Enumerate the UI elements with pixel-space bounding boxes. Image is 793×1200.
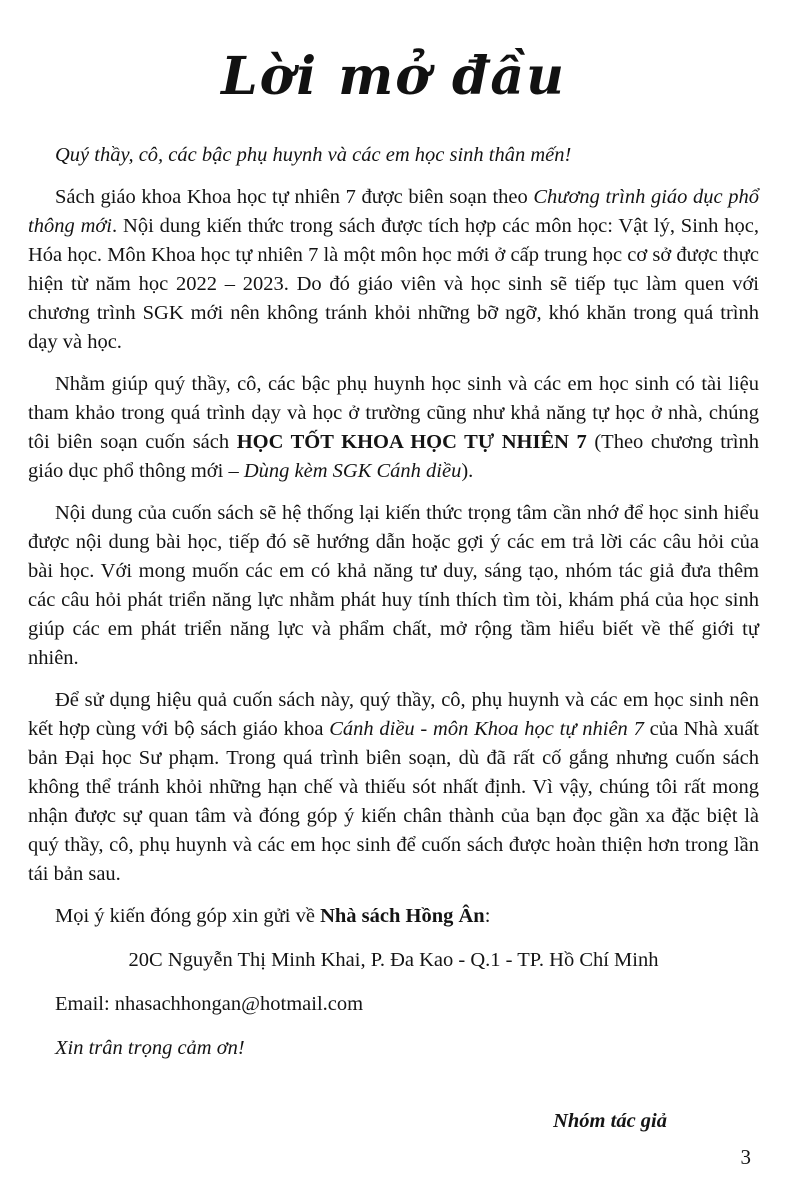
paragraph-feedback: Mọi ý kiến đóng góp xin gửi về Nhà sách Hồng Ân: [55, 905, 491, 927]
email-line: Email: nhasachhongan@hotmail.com [55, 993, 364, 1015]
greeting-line: Quý thầy, cô, các bậc phụ huynh và các em học sinh thân mến! [55, 144, 572, 166]
page-number: 3 [740, 1145, 751, 1169]
closing-line: Xin trân trọng cảm ơn! [55, 1037, 245, 1059]
page-title: Lời mở đầu [221, 46, 566, 107]
paragraph-content-overview: Nội dung của cuốn sách sẽ hệ thống lại kiến thức trọng tâm cần nhớ để học sinh hiểu được nội dung bài học, tiếp đó sẽ hướng dẫn hoặc gợi ý các em trả lời các câu hỏi của bài học. Với mong muốn các em có khả năng tư duy, sáng tạo, nhóm tác giả đưa thêm các câu hỏi phát triển năng lực nhằm phát huy tính thích tìm tòi, khám phá của học sinh giúp các em phát triển năng lực và phẩm chất, mở rộng tầm hiểu biết về thế giới tự nhiên. [28, 502, 759, 669]
paragraph-usage-note: Để sử dụng hiệu quả cuốn sách này, quý thầy, cô, phụ huynh và các em học sinh nên kết hợp cùng với bộ sách giáo khoa Cánh diều - môn Khoa học tự nhiên 7 của Nhà xuất bản Đại học Sư phạm. Trong quá trình biên soạn, dù đã rất cố gắng nhưng cuốn sách không thể tránh khỏi những hạn chế và thiếu sót nhất định. Vì vậy, chúng tôi rất mong nhận được sự quan tâm và đóng góp ý kiến chân thành của bạn đọc gần xa đặc biệt là quý thầy, cô, phụ huynh và các em học sinh để cuốn sách được hoàn thiện hơn trong lần tái bản sau. [28, 689, 760, 885]
address-line: 20C Nguyễn Thị Minh Khai, P. Đa Kao - Q.1 - TP. Hồ Chí Minh [128, 949, 659, 971]
paragraph-intro-book: Sách giáo khoa Khoa học tự nhiên 7 được biên soạn theo Chương trình giáo dục phổ thông mới. Nội dung kiến thức trong sách được tích hợp các môn học: Vật lý, Sinh học, Hóa học. Môn Khoa học tự nhiên 7 là một môn học mới ở cấp trung học cơ sở được thực hiện từ năm học 2022 – 2023. Do đó giáo viên và học sinh sẽ tiếp tục làm quen với chương trình SGK mới nên không tránh khỏi những bỡ ngỡ, khó khăn trong quá trình dạy và học. [28, 186, 760, 353]
signature-authors: Nhóm tác giả [553, 1110, 667, 1132]
paragraph-purpose: Nhằm giúp quý thầy, cô, các bậc phụ huynh học sinh và các em học sinh có tài liệu tham khảo trong quá trình dạy và học ở trường cũng như khả năng tự học ở nhà, chúng tôi biên soạn cuốn sách HỌC TỐT KHOA HỌC TỰ NHIÊN 7 (Theo chương trình giáo dục phổ thông mới – Dùng kèm SGK Cánh diều). [28, 373, 759, 482]
